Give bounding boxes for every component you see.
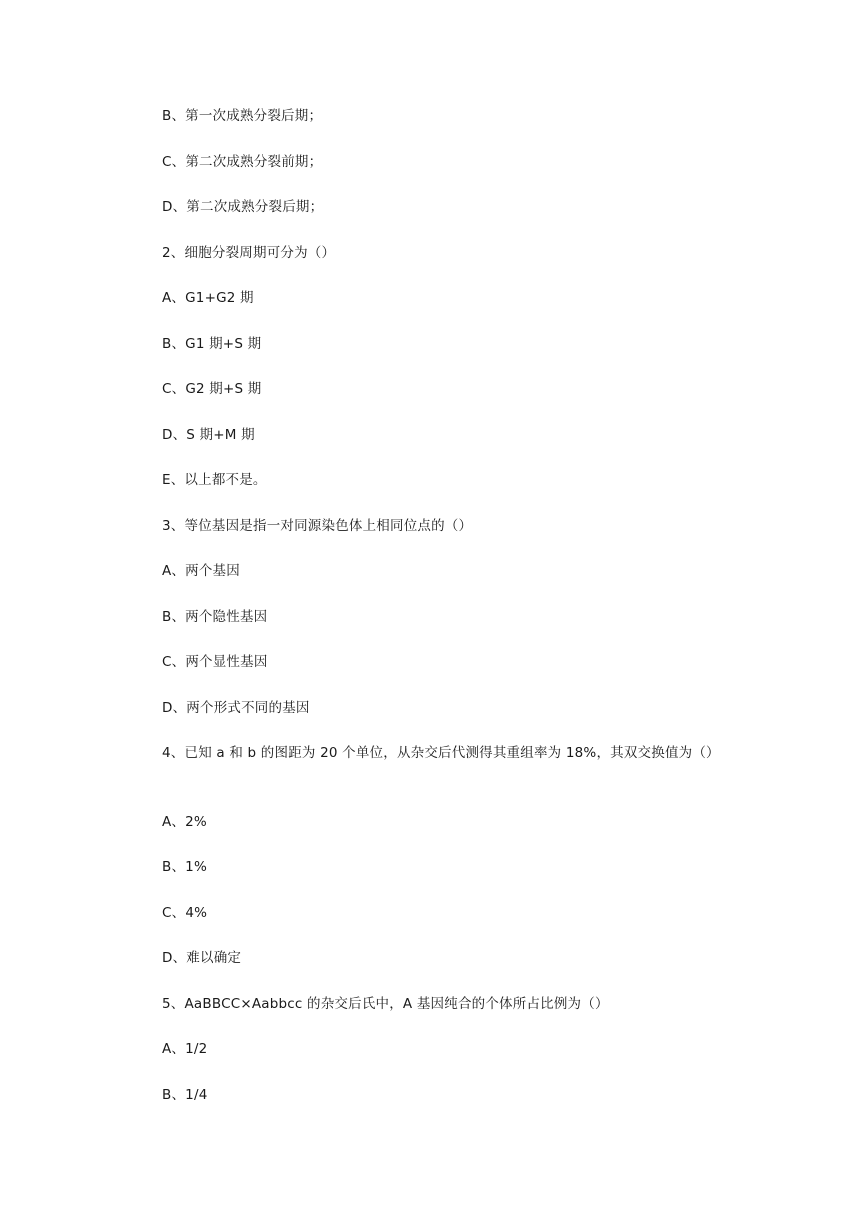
question-4-option-b: B、1% (162, 859, 207, 875)
question-5-option-a: A、1/2 (162, 1041, 208, 1057)
option-c-second-meiosis-prophase: C、第二次成熟分裂前期； (162, 154, 323, 170)
question-5-option-b: B、1/4 (162, 1087, 208, 1103)
question-2-option-a: A、G1+G2 期 (162, 290, 254, 306)
question-2-option-d: D、S 期+M 期 (162, 427, 255, 443)
question-3-option-c: C、两个显性基因 (162, 654, 268, 670)
question-2-option-c: C、G2 期+S 期 (162, 381, 262, 397)
question-4-option-c: C、4% (162, 905, 208, 921)
question-3-option-d: D、两个形式不同的基因 (162, 700, 310, 716)
question-5: 5、AaBBCC×Aabbcc 的杂交后氏中，A 基因纯合的个体所占比例为（） (162, 996, 609, 1012)
option-b-first-meiosis-anaphase: B、第一次成熟分裂后期； (162, 108, 323, 124)
question-2-option-e: E、以上都不是。 (162, 472, 267, 488)
question-2: 2、细胞分裂周期可分为（） (162, 245, 336, 261)
question-2-option-b: B、G1 期+S 期 (162, 336, 262, 352)
question-3-option-b: B、两个隐性基因 (162, 609, 268, 625)
question-3-option-a: A、两个基因 (162, 563, 240, 579)
option-d-second-meiosis-anaphase: D、第二次成熟分裂后期； (162, 199, 324, 215)
question-4-option-d: D、难以确定 (162, 950, 242, 966)
question-4-option-a: A、2% (162, 814, 207, 830)
question-3: 3、等位基因是指一对同源染色体上相同位点的（） (162, 518, 473, 534)
question-4: 4、已知 a 和 b 的图距为 20 个单位，从杂交后代测得其重组率为 18%，其双交换值为（） (162, 745, 720, 761)
